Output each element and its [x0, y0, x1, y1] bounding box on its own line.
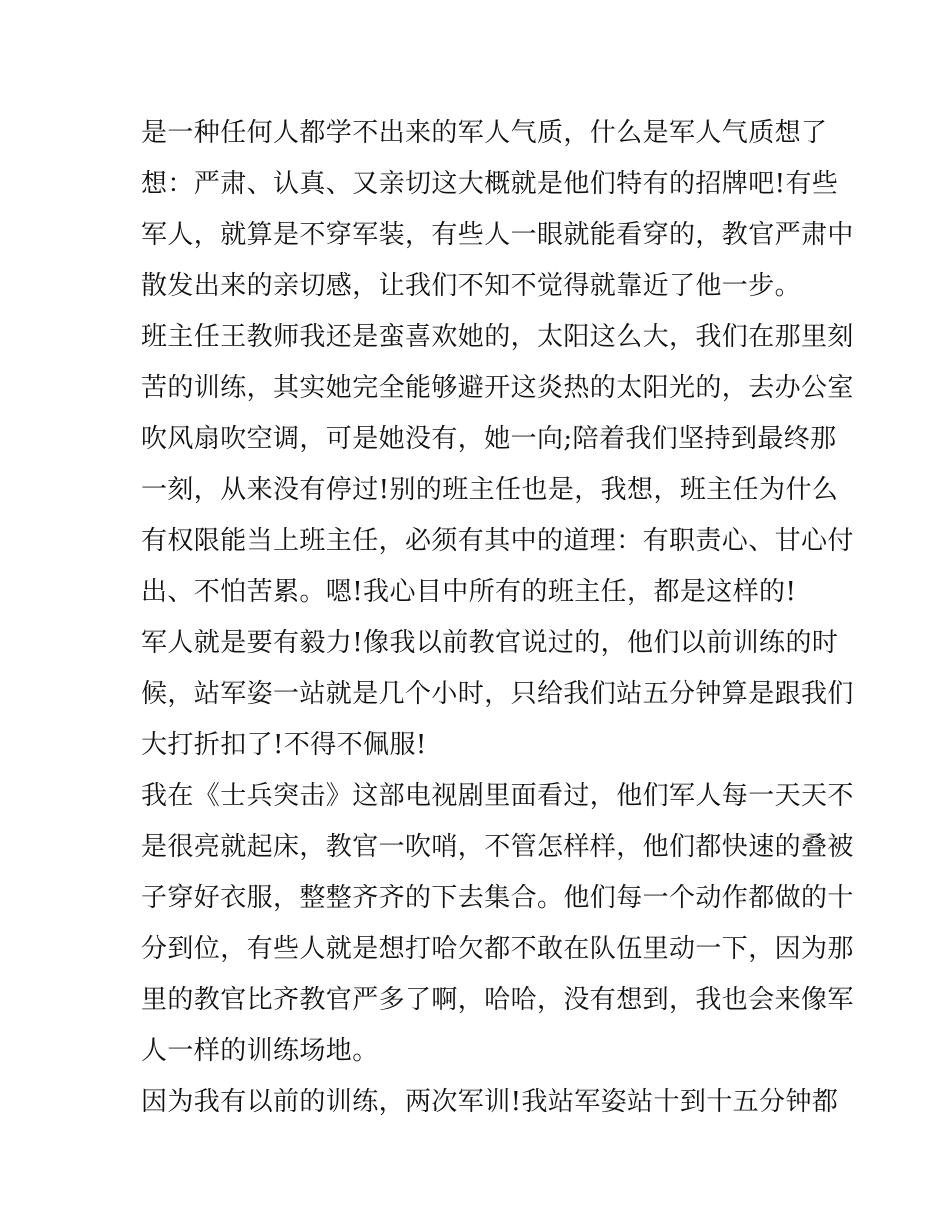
text-line: 一刻，从来没有停过!别的班主任也是，我想，班主任为什么: [141, 475, 839, 505]
text-line: 出、不怕苦累。嗯!我心目中所有的班主任，都是这样的!: [141, 577, 797, 607]
text-line: 军人就是要有毅力!像我以前教官说过的，他们以前训练的时: [141, 628, 839, 658]
text-line: 里的教官比齐教官严多了啊，哈哈，没有想到，我也会来像军: [141, 985, 854, 1015]
text-line: 苦的训练，其实她完全能够避开这炎热的太阳光的，去办公室: [141, 373, 854, 403]
text-line: 有权限能当上班主任，必须有其中的道理：有职责心、甘心付: [141, 526, 854, 556]
text-line: 班主任王教师我还是蛮喜欢她的，太阳这么大，我们在那里刻: [141, 322, 854, 352]
text-line: 想：严肃、认真、又亲切这大概就是他们特有的招牌吧!有些: [141, 169, 839, 199]
text-line: 子穿好衣服，整整齐齐的下去集合。他们每一个动作都做的十: [141, 883, 854, 913]
text-line: 军人，就算是不穿军装，有些人一眼就能看穿的，教官严肃中: [141, 220, 854, 250]
text-line: 是很亮就起床，教官一吹哨，不管怎样样，他们都快速的叠被: [141, 832, 854, 862]
text-line: 因为我有以前的训练，两次军训!我站军姿站十到十五分钟都: [141, 1087, 839, 1117]
text-line: 人一样的训练场地。: [141, 1036, 379, 1066]
text-line: 是一种任何人都学不出来的军人气质，什么是军人气质想了: [141, 118, 828, 148]
text-line: 散发出来的亲切感，让我们不知不觉得就靠近了他一步。: [141, 271, 802, 301]
document-body: [141, 108, 854, 1128]
text-line: 候，站军姿一站就是几个小时，只给我们站五分钟算是跟我们: [141, 679, 854, 709]
text-line: 大打折扣了!不得不佩服!: [141, 730, 427, 760]
text-line: 分到位，有些人就是想打哈欠都不敢在队伍里动一下，因为那: [141, 934, 854, 964]
text-line: 我在《士兵突击》这部电视剧里面看过，他们军人每一天天不: [141, 781, 854, 811]
text-line: 吹风扇吹空调，可是她没有，她一向;陪着我们坚持到最终那: [141, 424, 837, 454]
